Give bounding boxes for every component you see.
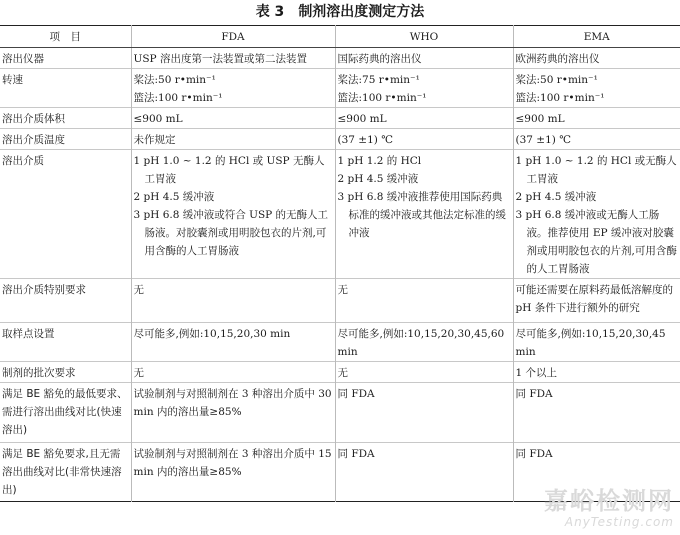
cell-text: ≤900 mL xyxy=(337,113,387,125)
table-cell xyxy=(131,108,335,129)
table-row xyxy=(0,362,680,383)
table-row xyxy=(0,48,680,69)
table-cell xyxy=(335,383,513,443)
cell-text: 2 pH 4.5 缓冲液 xyxy=(337,173,419,185)
row-label: 满足 BE 豁免的最低要求、需进行溶出曲线对比(快速溶出) xyxy=(0,383,131,443)
table-number: 表 3 xyxy=(255,4,285,20)
cell-text: 尽可能多,例如:10,15,20,30 min xyxy=(133,328,291,340)
cell-text: 欧洲药典的溶出仪 xyxy=(515,53,600,65)
row-label: 溶出介质温度 xyxy=(0,129,131,150)
cell-text: 无 xyxy=(133,367,144,379)
table-cell xyxy=(513,323,680,362)
table-row xyxy=(0,323,680,362)
table-row xyxy=(0,129,680,150)
row-label: 溶出介质 xyxy=(0,150,131,279)
cell-text: 篮法:100 r•min⁻¹ xyxy=(515,92,605,104)
table-row xyxy=(0,383,680,443)
cell-text: 试验制剂与对照制剂在 3 种溶出介质中 30 min 内的溶出量≥85% xyxy=(133,388,332,418)
table-cell xyxy=(513,69,680,108)
cell-text: 2 pH 4.5 缓冲液 xyxy=(133,191,215,203)
cell-text: (37 ±1) ℃ xyxy=(515,134,571,146)
table-cell xyxy=(131,150,335,279)
column-header-fda: FDA xyxy=(131,26,335,48)
table-cell xyxy=(335,443,513,502)
cell-text: 尽可能多,例如:10,15,20,30,45,60 min xyxy=(337,328,505,358)
cell-text: 篮法:100 r•min⁻¹ xyxy=(133,92,223,104)
cell-text: 桨法:50 r•min⁻¹ xyxy=(133,74,216,86)
column-header-item: 项 目 xyxy=(0,26,131,48)
table-cell xyxy=(513,48,680,69)
cell-text: 3 pH 6.8 缓冲液或无酶人工肠液。推荐使用 EP 缓冲液对胶囊剂或用明胶包衣的片剂,可用含酶的人工胃肠液 xyxy=(515,209,677,275)
table-cell xyxy=(131,383,335,443)
cell-text: 1 pH 1.0 ~ 1.2 的 HCl 或无酶人工胃液 xyxy=(515,155,677,185)
table-cell xyxy=(335,48,513,69)
cell-text: 无 xyxy=(337,367,348,379)
table-cell xyxy=(513,383,680,443)
cell-text: 1 个以上 xyxy=(515,367,558,379)
watermark-cn: 嘉峪检测网 xyxy=(544,487,674,515)
table-cell xyxy=(335,69,513,108)
cell-text: 同 FDA xyxy=(515,448,553,460)
cell-text: ≤900 mL xyxy=(133,113,183,125)
table-row xyxy=(0,279,680,323)
cell-text: 3 pH 6.8 缓冲液推荐使用国际药典标准的缓冲液或其他法定标准的缓冲液 xyxy=(337,191,506,239)
cell-text: 无 xyxy=(337,284,348,296)
table-cell xyxy=(335,150,513,279)
table-row xyxy=(0,108,680,129)
table-cell xyxy=(513,129,680,150)
row-label: 溶出介质特别要求 xyxy=(0,279,131,323)
cell-text: 篮法:100 r•min⁻¹ xyxy=(337,92,427,104)
table-header-row xyxy=(0,26,680,48)
table-cell xyxy=(513,362,680,383)
row-label: 转速 xyxy=(0,69,131,108)
table-cell xyxy=(131,279,335,323)
cell-text: 同 FDA xyxy=(337,388,375,400)
cell-text: 1 pH 1.0 ~ 1.2 的 HCl 或 USP 无酶人工胃液 xyxy=(133,155,325,185)
row-label: 满足 BE 豁免要求,且无需溶出曲线对比(非常快速溶出) xyxy=(0,443,131,502)
table-cell xyxy=(513,108,680,129)
row-label: 溶出仪器 xyxy=(2,53,44,65)
row-label: 取样点设置 xyxy=(0,323,131,362)
table-cell xyxy=(513,279,680,323)
cell-text: 同 FDA xyxy=(337,448,375,460)
dissolution-method-table xyxy=(0,25,680,502)
cell-text: 同 FDA xyxy=(515,388,553,400)
table-cell xyxy=(335,108,513,129)
cell-text: 可能还需要在原料药最低溶解度的 pH 条件下进行额外的研究 xyxy=(515,284,673,314)
cell-text: 试验制剂与对照制剂在 3 种溶出介质中 15 min 内的溶出量≥85% xyxy=(133,448,332,478)
cell-text: 1 pH 1.2 的 HCl xyxy=(337,155,422,167)
cell-text: 3 pH 6.8 缓冲液或符合 USP 的无酶人工肠液。对胶囊剂或用明胶包衣的片剂,可用含酶的人工胃肠液 xyxy=(133,209,329,257)
cell-text: 未作规定 xyxy=(133,134,176,146)
table-cell xyxy=(131,48,335,69)
column-header-ema: EMA xyxy=(513,26,680,48)
table-cell xyxy=(335,323,513,362)
watermark-en: AnyTesting.com xyxy=(564,515,674,529)
row-label: 制剂的批次要求 xyxy=(0,362,131,383)
table-cell xyxy=(335,362,513,383)
table-cell xyxy=(335,129,513,150)
cell-text: (37 ±1) ℃ xyxy=(337,134,393,146)
table-cell xyxy=(131,69,335,108)
table-cell xyxy=(131,362,335,383)
cell-text: ≤900 mL xyxy=(515,113,565,125)
cell-text: 尽可能多,例如:10,15,20,30,45 min xyxy=(515,328,666,358)
table-cell xyxy=(131,443,335,502)
cell-text: 2 pH 4.5 缓冲液 xyxy=(515,191,597,203)
row-label: 溶出介质体积 xyxy=(0,108,131,129)
column-header-who: WHO xyxy=(335,26,513,48)
table-row xyxy=(0,150,680,279)
table-cell xyxy=(131,323,335,362)
table-cell xyxy=(131,129,335,150)
cell-text: 桨法:50 r•min⁻¹ xyxy=(515,74,598,86)
table-row xyxy=(0,69,680,108)
table-cell xyxy=(335,279,513,323)
table-cell xyxy=(513,150,680,279)
cell-text: 国际药典的溶出仪 xyxy=(337,53,422,65)
watermark-logo xyxy=(544,487,674,529)
cell-text: 桨法:75 r•min⁻¹ xyxy=(337,74,420,86)
table-caption xyxy=(0,0,680,24)
table-title: 制剂溶出度测定方法 xyxy=(298,4,425,20)
cell-text: 无 xyxy=(133,284,144,296)
cell-text: USP 溶出度第一法装置或第二法装置 xyxy=(133,53,307,65)
